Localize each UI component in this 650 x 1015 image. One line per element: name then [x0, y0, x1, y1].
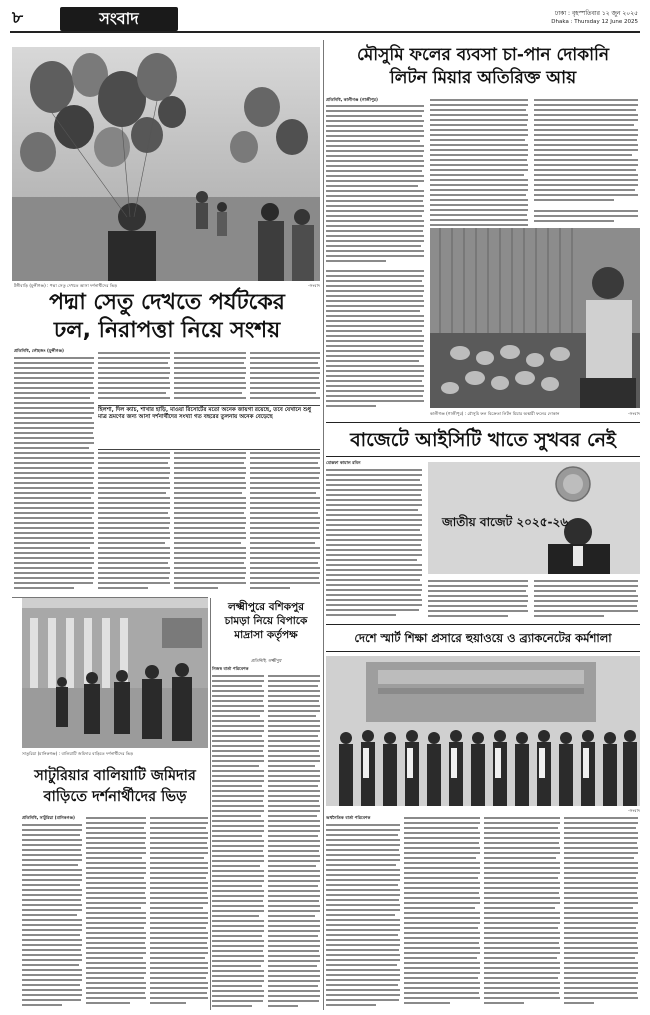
story4-sub: প্রতিনিধি, লক্ষ্মীপুর	[250, 658, 282, 663]
story2-column-2	[98, 350, 170, 402]
story5-headline-line1: সাটুরিয়ার বালিয়াটি জমিদার	[34, 768, 196, 784]
story2-column-3	[174, 350, 246, 402]
story5-column-3	[150, 815, 208, 1012]
story6-column-3	[484, 815, 560, 1012]
padma-photo-caption: টঙ্গীবাড়ি (মুন্সীগঞ্জ) : পদ্মা সেতু দেখতে আসা দর্শনার্থীদের ভিড়	[14, 283, 118, 288]
story1-headline	[326, 44, 640, 92]
story1-photo-credit: -সংবাদ	[628, 411, 640, 416]
workshop-group-image	[326, 656, 640, 806]
story2-headline-line2: ঢল, নিরাপত্তা নিয়ে সংশয়	[53, 318, 281, 343]
fruit-vendor-image	[430, 228, 640, 408]
story4-column-2	[268, 673, 320, 1013]
story3-top-rule	[326, 422, 640, 423]
budget-graphic-label: জাতীয় বাজেট ২০২৫-২৬	[442, 515, 569, 529]
story5-headline-line2: বাড়িতে দর্শনার্থীদের ভিড়	[43, 789, 187, 805]
story1-column-2b	[326, 268, 424, 410]
story2-column-2b	[98, 450, 170, 596]
story6-photo	[326, 656, 640, 806]
story3-headline: বাজেটে আইসিটি খাতে সুখবর নেই	[350, 429, 616, 451]
story5-column-1	[22, 822, 82, 1012]
story2-column-4b	[250, 450, 320, 596]
masthead-logo	[60, 7, 178, 31]
story2-column-3b	[174, 450, 246, 596]
story6-column-1	[326, 822, 400, 1012]
story3-column-3	[534, 578, 638, 620]
header-date-bn: ঢাকা : বৃহস্পতিবার ১২ জুন ২০২৫	[555, 10, 638, 17]
horizontal-divider-left-mid	[12, 597, 208, 598]
story4-headline-line1: লক্ষ্মীপুরে বশিকপুর	[227, 601, 305, 613]
story1-column-3b	[534, 208, 638, 226]
page-header	[8, 6, 642, 40]
story4-headline-line3: মাদ্রাসা কর্তৃপক্ষ	[234, 629, 298, 641]
story1-photo-caption: কালীগঞ্জ (গাজীপুর) : মৌসুমি ফল বিক্রেতা লিটন মিয়ার অস্থায়ী ফলের দোকান	[430, 411, 560, 416]
zamindar-house-image	[22, 598, 208, 748]
story1-text-lines	[326, 103, 424, 265]
story6-photo-credit: -সংবাদ	[628, 808, 640, 813]
story3-bottom-rule	[326, 456, 640, 457]
story3-column-2	[428, 578, 528, 620]
header-date-en: Dhaka : Thursday 12 June 2025	[551, 19, 638, 25]
page-number: ৮	[12, 8, 24, 28]
story3-byline: মোস্তফা কামাল রবিন	[326, 460, 361, 465]
story3-column-1	[326, 467, 422, 619]
story2-byline: প্রতিনিধি, লৌহজং (মুন্সীগঞ্জ)	[14, 348, 64, 353]
masthead-text: সংবাদ	[99, 9, 139, 28]
budget-graphic	[428, 462, 640, 574]
story2-column-4	[250, 350, 320, 402]
story5-byline: প্রতিনিধি, সাটুরিয়া (মানিকগঞ্জ)	[22, 815, 75, 820]
story1-column-1	[326, 103, 424, 265]
story1-column-3	[534, 97, 638, 205]
story6-column-4	[564, 815, 638, 1012]
padma-bridge-photo	[12, 47, 320, 281]
story2-headline-line1: পদ্মা সেতু দেখতে পর্যটকের	[49, 290, 285, 315]
story1-byline: প্রতিনিধি, কালীগঞ্জ (গাজীপুর)	[326, 97, 378, 102]
saturia-photo	[22, 598, 208, 748]
header-rule	[10, 31, 640, 33]
story6-top-rule	[326, 624, 640, 625]
story6-byline: অর্থনৈতিক বার্তা পরিবেশক	[326, 815, 371, 820]
story5-column-2	[86, 815, 146, 1012]
story1-photo	[430, 228, 640, 408]
vertical-divider-main	[323, 40, 324, 1010]
story4-headline	[212, 600, 320, 654]
story5-headline	[22, 766, 208, 812]
story2-highlight-quote: হিলশা, দিল ক্যাচ, শাখার হাড়ি, মাওয়া রিসোর্টের মতো অনেক জায়গা রয়েছে, তবে যেখানে শুধু মাত্র ভ্রমণের জন্য আসা দর্শনার্থীদের সংখ্যা গত বছরের তুলনায় অনেক বেড়েছে	[98, 405, 320, 450]
story4-headline-line2: চামড়া নিয়ে বিপাকে	[224, 615, 308, 627]
balloon-crowd-image	[12, 47, 320, 281]
story2-column-1	[14, 355, 94, 595]
story4-byline: নিজস্ব বার্তা পরিবেশক	[212, 666, 249, 671]
story4-column-1	[212, 673, 264, 1013]
story1-headline-line2: লিটন মিয়ার অতিরিক্ত আয়	[389, 68, 577, 88]
story6-headline: দেশে স্মার্ট শিক্ষা প্রসারে হুয়াওয়ে ও ব্র্যাকনেটের কর্মশালা	[354, 631, 612, 645]
story2-headline	[14, 289, 320, 347]
story6-bottom-rule	[326, 651, 640, 652]
story6-column-2	[404, 815, 480, 1012]
padma-photo-credit: -সংবাদ	[308, 283, 320, 288]
story1-headline-line1: মৌসুমি ফলের ব্যবসা চা-পান দোকানি	[356, 45, 610, 65]
vertical-divider-left-lower	[210, 598, 211, 1010]
saturia-photo-caption: সাতুরিয়া (মানিকগঞ্জ) : বালিয়াটি জমিদার বাড়িতে দর্শনার্থীদের ভিড়	[22, 751, 134, 756]
